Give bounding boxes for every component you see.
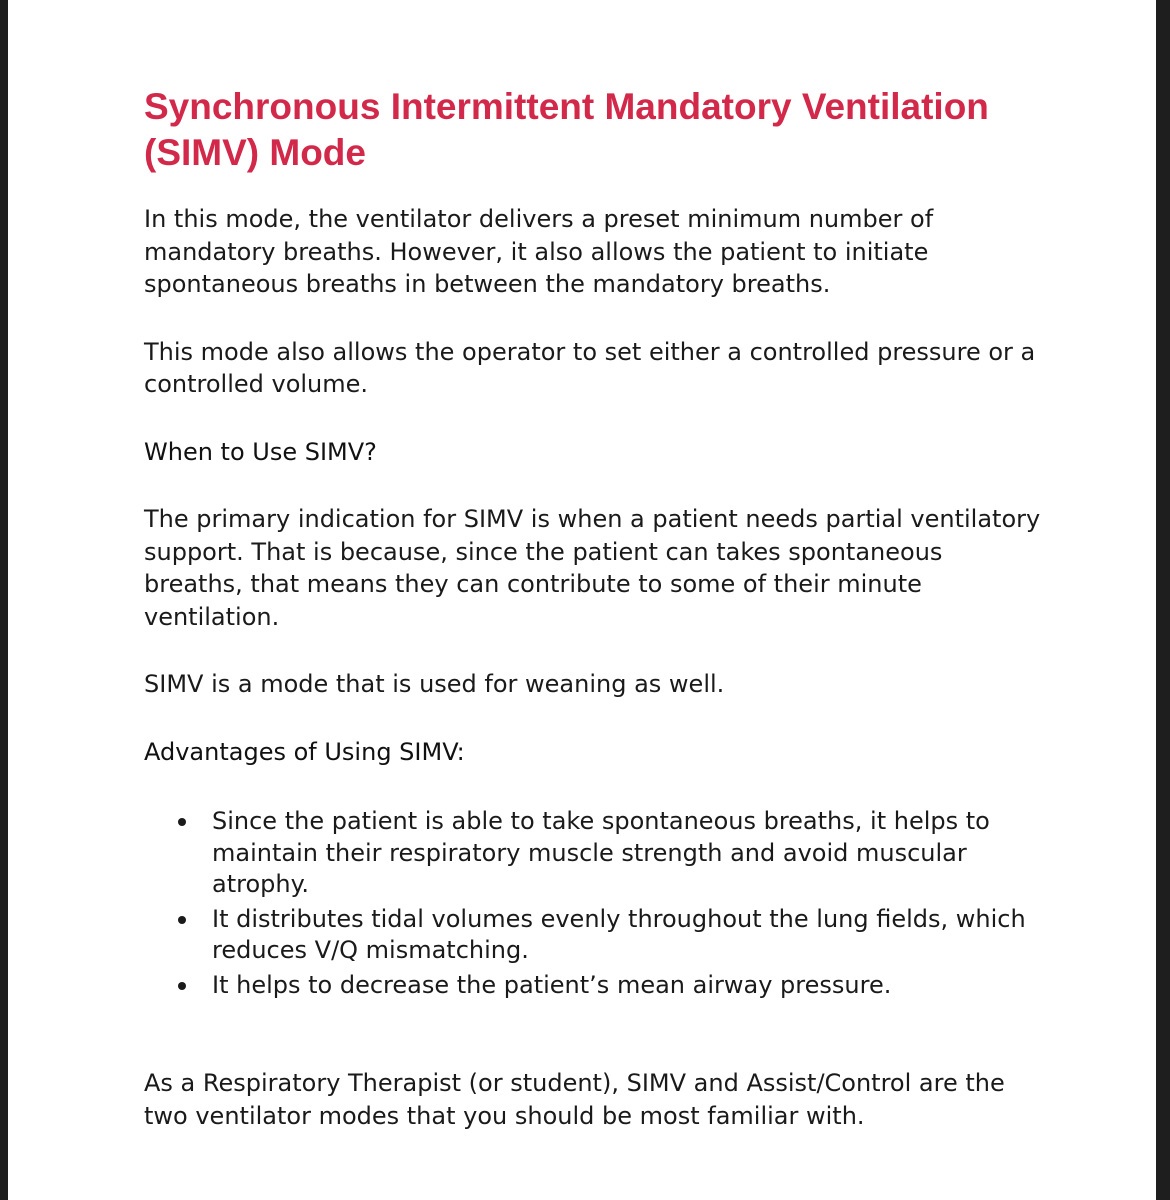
weaning-paragraph: SIMV is a mode that is used for weaning as well. xyxy=(144,670,725,698)
document-page xyxy=(8,0,1156,1200)
intro-paragraph: In this mode, the ventilator delivers a preset minimum number of mandatory breaths. However, it also allows the patient to initiate spontaneous breaths in between the mandatory breaths. xyxy=(144,205,934,298)
advantages-list xyxy=(144,806,1044,1001)
closing-paragraph: As a Respiratory Therapist (or student), SIMV and Assist/Control are the two ventilator modes that you should be most familiar with. xyxy=(144,1069,1005,1130)
list-item-text: It distributes tidal volumes evenly throughout the lung fields, which reduces V/Q mismatching. xyxy=(212,904,1026,964)
list-item xyxy=(144,904,1044,967)
bullet-icon xyxy=(178,916,186,924)
document-content xyxy=(144,84,1044,1132)
document-title: Synchronous Intermittent Mandatory Ventilation (SIMV) Mode xyxy=(144,86,989,173)
list-item-text: It helps to decrease the patient’s mean airway pressure. xyxy=(212,970,892,999)
list-item-text: Since the patient is able to take spontaneous breaths, it helps to maintain their respiratory muscle strength and avoid muscular atrophy. xyxy=(212,807,990,898)
operator-paragraph: This mode also allows the operator to set either a controlled pressure or a controlled volume. xyxy=(144,337,1036,398)
list-item xyxy=(144,970,1044,1002)
advantages-heading: Advantages of Using SIMV: xyxy=(144,737,465,766)
bullet-icon xyxy=(178,982,186,990)
bullet-icon xyxy=(178,818,186,826)
when-to-use-heading: When to Use SIMV? xyxy=(144,437,377,466)
list-item xyxy=(144,806,1044,901)
indication-paragraph: The primary indication for SIMV is when a patient needs partial ventilatory support. That is because, since the patient can takes spontaneous breaths, that means they can contribute to some of their minute ventilation. xyxy=(144,505,1041,631)
